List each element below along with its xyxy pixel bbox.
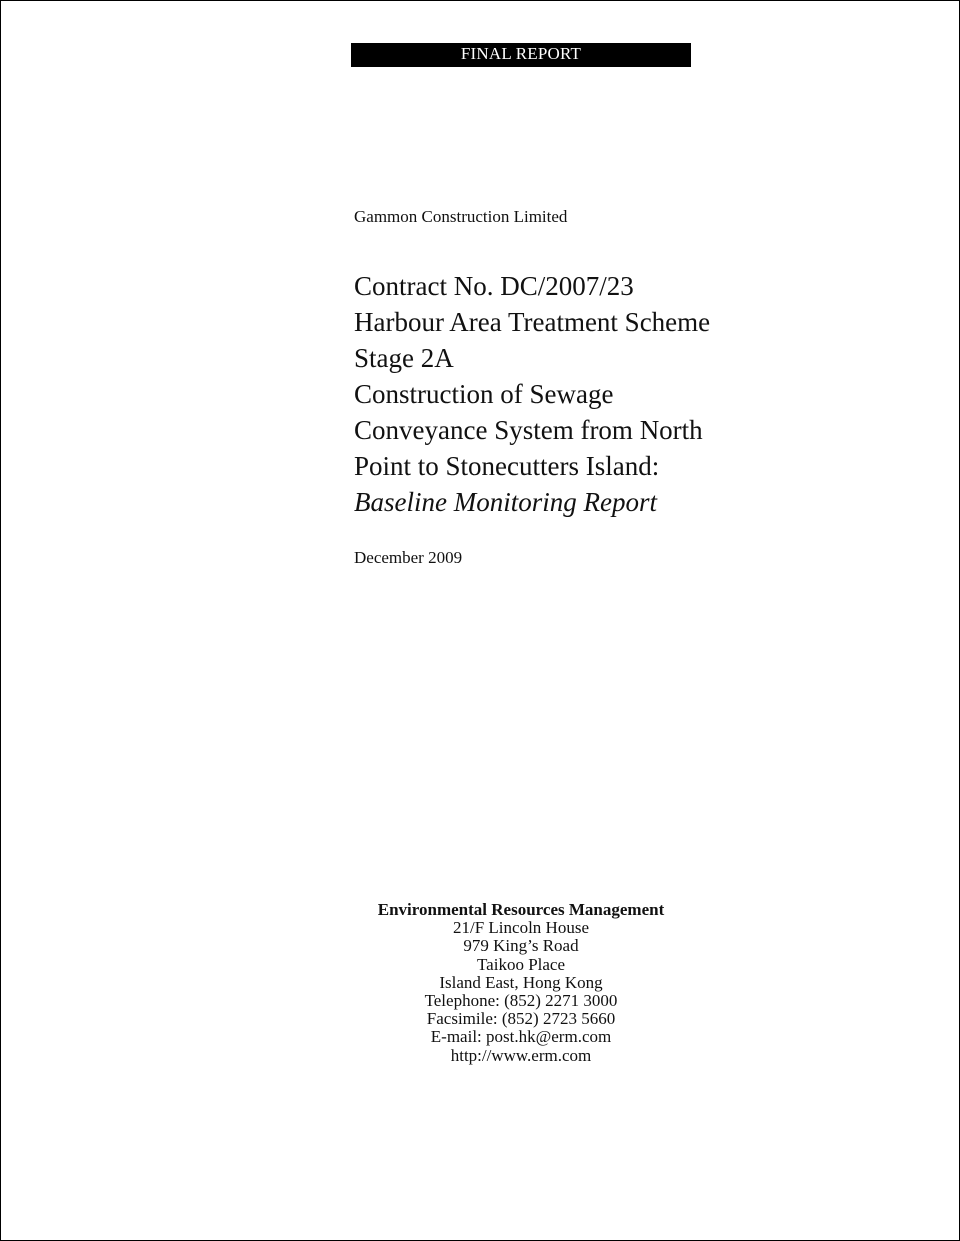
title-line: Conveyance System from North [354, 415, 703, 445]
address-line: 979 King’s Road [463, 936, 579, 956]
title-line: Stage 2A [354, 343, 454, 373]
company-name: Environmental Resources Management [377, 900, 665, 919]
address-line: Taikoo Place [476, 954, 566, 974]
report-date: December 2009 [354, 548, 463, 567]
title-line: Harbour Area Treatment Scheme [354, 307, 711, 337]
final-report-banner: FINAL REPORT [351, 43, 691, 67]
website-line: http://www.erm.com [450, 1045, 592, 1065]
address-line: 21/F Lincoln House [453, 918, 589, 938]
title-line: Contract No. DC/2007/23 [354, 271, 634, 301]
title-line: Point to Stonecutters Island: [354, 451, 660, 481]
title-line: Construction of Sewage [354, 379, 614, 409]
company-contact-block [271, 901, 771, 1065]
client-name: Gammon Construction Limited [354, 207, 568, 226]
telephone-line: Telephone: (852) 2271 3000 [424, 991, 618, 1011]
report-title [354, 268, 824, 520]
facsimile-line: Facsimile: (852) 2723 5660 [426, 1009, 616, 1029]
address-line: Island East, Hong Kong [439, 972, 603, 992]
report-subtitle: Baseline Monitoring Report [354, 487, 657, 517]
email-line: E-mail: post.hk@erm.com [430, 1027, 612, 1047]
